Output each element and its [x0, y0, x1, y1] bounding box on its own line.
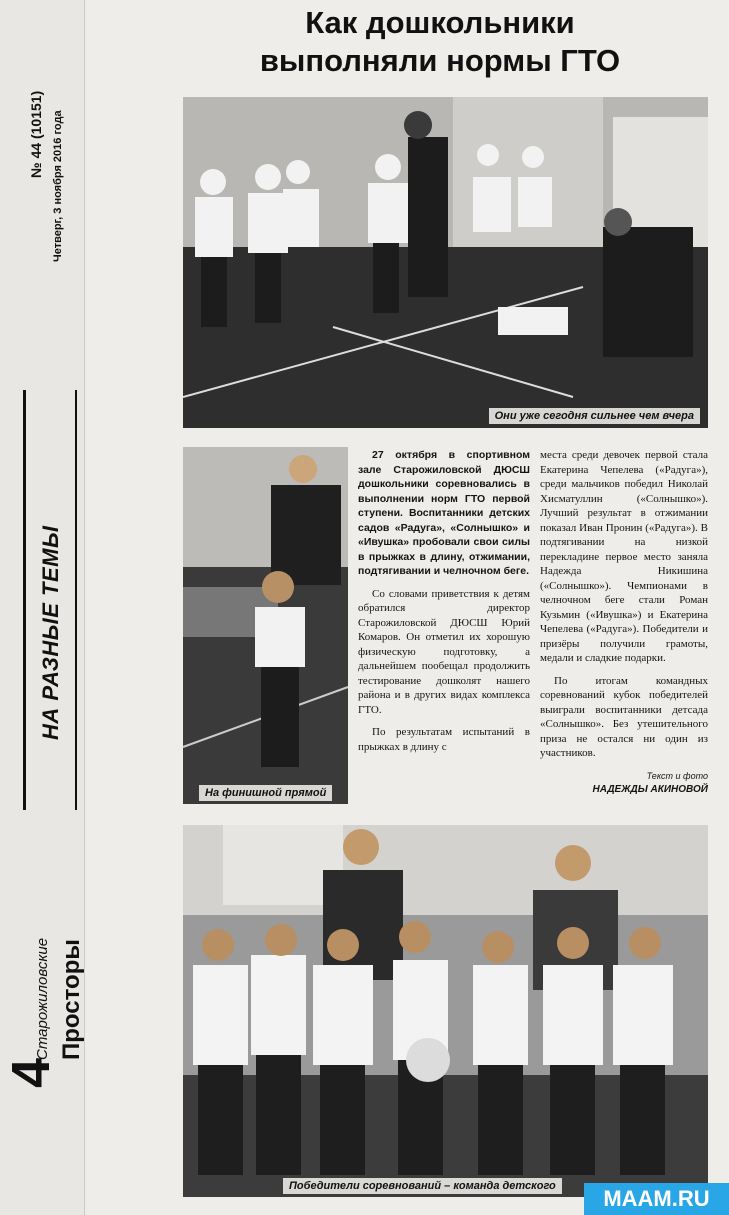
newspaper-logo-line1: Старожиловские	[34, 937, 51, 1060]
photo-caption: На финишной прямой	[199, 785, 332, 801]
page-number: 4	[1, 1057, 61, 1088]
rubric-rule	[23, 390, 26, 810]
newspaper-logo-line2: Просторы	[58, 939, 85, 1060]
article-paragraph: По итогам командных соревнований кубок победителей выиграли воспитанники детсада «Солнышко». Без утешительного приза не остался ни один из участников.	[540, 674, 708, 759]
photo-gym-pushups	[183, 97, 708, 428]
article-column-1	[358, 448, 530, 762]
photo-gym-pushups-image	[183, 97, 708, 428]
photo-finish-line-image	[183, 447, 348, 804]
page-margin	[0, 0, 85, 1215]
author-name: НАДЕЖДЫ АКИНОВОЙ	[592, 784, 708, 795]
photo-credit: Текст и фото	[646, 770, 708, 781]
article-paragraph: Со словами приветствия к детям обратился директор Старожиловской ДЮСШ Юрий Комаров. Он отметил их хорошую физическую подготовку, а дальнейшем пообещал продолжить тестирование дошколят нашего района и в других видах комплекса ГТО.	[358, 587, 530, 716]
photo-winners-team	[183, 825, 708, 1197]
watermark-badge: MAAM.RU	[584, 1183, 729, 1215]
article-title: Как дошкольники выполняли нормы ГТО	[259, 5, 621, 78]
issue-number: № 44 (10151)	[28, 90, 44, 178]
article-paragraph: места среди девочек первой стала Екатерина Чепелева («Радуга»), среди мальчиков победил Николай Хисматуллин («Солнышко»). Лучший результат в отжимании показал Иван Пронин («Радуга»). В подтягивании на низкой перекладине первое место заняла Надежда Никишина («Солнышко»). Чемпионами в челночном беге стали Роман Кузьмин («Ивушка») и Екатерина Чепелева («Радуга»). Победители и призёры получили грамоты, медали и сладкие подарки.	[540, 449, 708, 664]
photo-finish-line	[183, 447, 348, 804]
photo-winners-team-image	[183, 825, 708, 1197]
article-column-2	[540, 448, 708, 798]
rubric-title: НА РАЗНЫЕ ТЕМЫ	[38, 525, 63, 740]
rubric-rule	[75, 390, 77, 810]
article-paragraph: По результатам испытаний в прыжках в длину с	[358, 726, 530, 753]
photo-caption: Они уже сегодня сильнее чем вчера	[489, 408, 700, 424]
article-lead: 27 октября в спортивном зале Старожиловской ДЮСШ дошкольники соревновались в выполнении норм ГТО первой ступени. Воспитанники детских садов «Радуга», «Солнышко» и «Ивушка» пробовали свои силы в прыжках в длину, отжимании, подтягивании и челночном беге.	[358, 449, 530, 577]
issue-date: Четверг, 3 ноября 2016 года	[52, 110, 64, 262]
photo-caption: Победители соревнований – команда детского	[283, 1178, 562, 1194]
